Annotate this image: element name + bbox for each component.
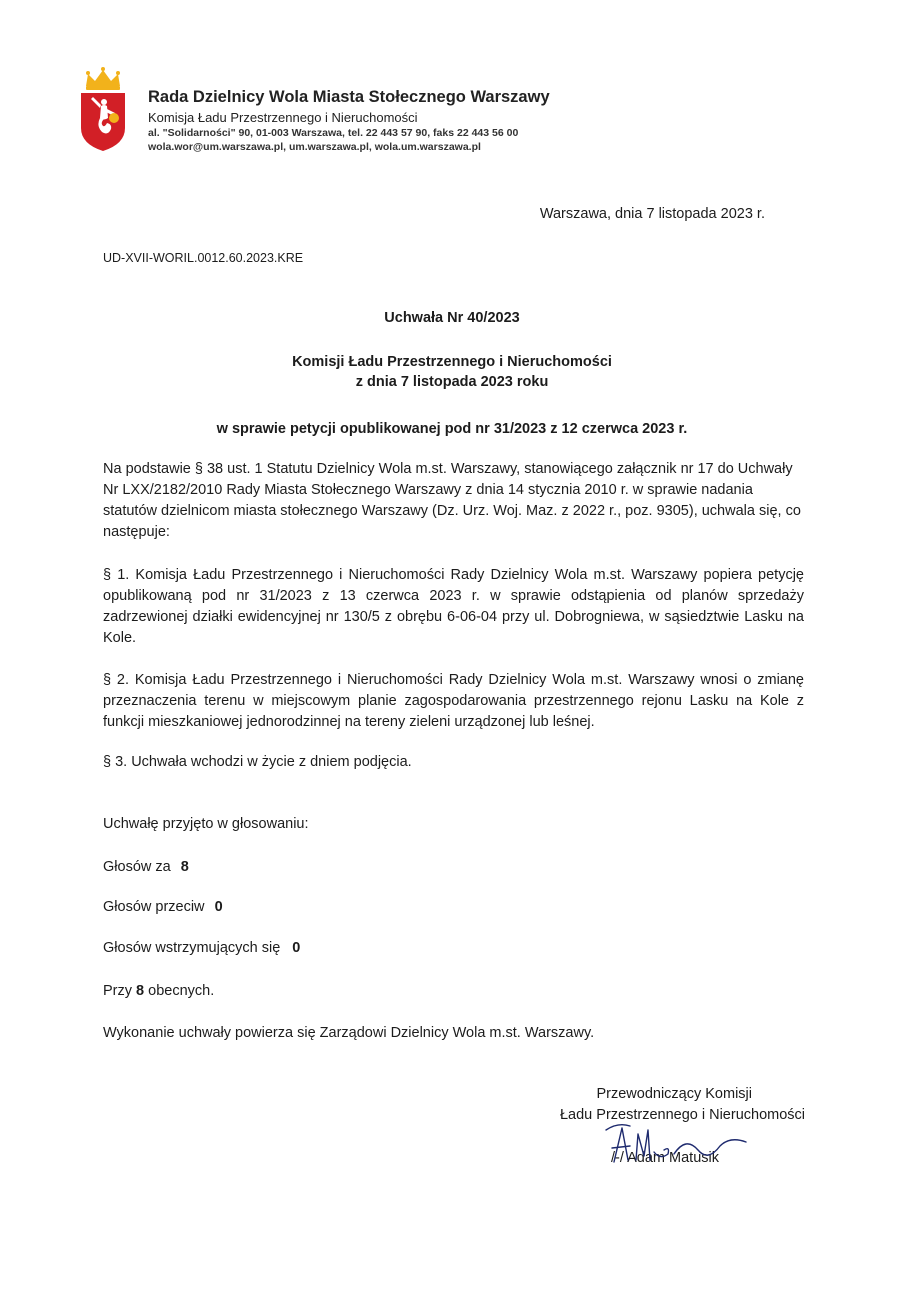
reference-number: UD-XVII-WORIL.0012.60.2023.KRE [103, 251, 304, 265]
votes-for-line [103, 859, 189, 875]
vote-intro: Uchwałę przyjęto w głosowaniu: [103, 816, 309, 832]
present-prefix: Przy [103, 983, 132, 999]
resolution-issuer: Komisji Ładu Przestrzennego i Nieruchomości [292, 354, 612, 370]
organization-address: al. "Solidarności" 90, 01-003 Warszawa, tel. 22 443 57 90, faks 22 443 56 00 [148, 127, 519, 139]
votes-for-label: Głosów za [103, 859, 171, 875]
signatory-commission: Ładu Przestrzennego i Nieruchomości [559, 1107, 805, 1123]
signatory-name: /-/ Adam Matusik [611, 1150, 719, 1166]
organization-contacts: wola.wor@um.warszawa.pl, um.warszawa.pl, wola.um.warszawa.pl [148, 141, 481, 153]
section-3-paragraph: § 3. Uchwała wchodzi w życie z dniem podjęcia. [103, 754, 412, 770]
present-count: 8 [136, 983, 145, 999]
legal-basis-paragraph: Na podstawie § 38 ust. 1 Statutu Dzielnicy Wola m.st. Warszawy, stanowiącego załącznik nr 17 do Uchwały Nr LXX/2182/2010 Rady Miasta Stołecznego Warszawy z dnia 14 stycznia 2010 r. w sprawie nadania statutów dzielnicom miasta stołecznego Warszawy (Dz. Urz. Woj. Maz. z 2022 r., poz. 9305), uchwala się, co następuje: [103, 461, 801, 540]
resolution-subject: w sprawie petycji opublikowanej pod nr 31/2023 z 12 czerwca 2023 r. [216, 421, 688, 437]
votes-against-line [103, 899, 223, 915]
present-line [103, 983, 214, 999]
commission-name: Komisja Ładu Przestrzennego i Nieruchomości [148, 110, 418, 125]
votes-against-label: Głosów przeciw [103, 899, 205, 915]
section-1-paragraph: § 1. Komisja Ładu Przestrzennego i Nieruchomości Rady Dzielnicy Wola m.st. Warszawy popiera petycję opublikowaną pod nr 31/2023 z 13 czerwca 2023 r. w sprawie odstąpienia od planów sprzedaży zadrzewionej działki ewidencyjnej nr 130/5 z obrębu 6-06-04 przy ul. Dobrogniewa, w sąsiedztwie Lasku na Kole. [103, 567, 804, 646]
organization-name: Rada Dzielnicy Wola Miasta Stołecznego Warszawy [148, 88, 550, 106]
resolution-title: Uchwała Nr 40/2023 [384, 310, 520, 326]
execution-clause: Wykonanie uchwały powierza się Zarządowi Dzielnicy Wola m.st. Warszawy. [103, 1025, 595, 1041]
date-line: Warszawa, dnia 7 listopada 2023 r. [539, 206, 765, 222]
votes-abstain-label: Głosów wstrzymujących się [103, 940, 281, 956]
votes-against-count: 0 [214, 899, 223, 915]
votes-abstain-count: 0 [292, 940, 301, 956]
present-suffix: obecnych. [148, 983, 215, 999]
signatory-title: Przewodniczący Komisji [596, 1086, 752, 1102]
section-2-paragraph: § 2. Komisja Ładu Przestrzennego i Nieruchomości Rady Dzielnicy Wola m.st. Warszawy wnosi o zmianę przeznaczenia terenu w miejscowym planie zagospodarowania przestrzennego rejonu Lasku na Kole z funkcji mieszkaniowej jednorodzinnej na tereny zieleni urządzonej lub leśnej. [103, 672, 804, 730]
handwritten-signature [600, 1116, 750, 1171]
votes-for-count: 8 [180, 859, 189, 875]
resolution-date: z dnia 7 listopada 2023 roku [355, 374, 549, 390]
votes-abstain-line [103, 940, 300, 956]
warsaw-coat-of-arms-icon [78, 66, 128, 152]
